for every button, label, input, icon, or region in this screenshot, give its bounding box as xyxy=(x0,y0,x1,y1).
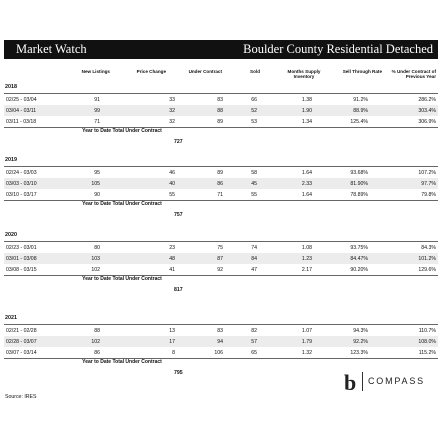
logo-glyph: b xyxy=(344,370,357,394)
sell-through-cell: 78.89% xyxy=(350,191,368,198)
price-change-cell: 46 xyxy=(169,169,175,176)
new-listings-cell: 102 xyxy=(91,338,100,345)
pct-prev-cell: 306.9% xyxy=(418,118,436,125)
price-change-cell: 40 xyxy=(169,180,175,187)
sold-cell: 55 xyxy=(251,191,257,198)
pct-prev-cell: 84.3% xyxy=(421,244,436,251)
section-year: 2019 xyxy=(5,157,17,163)
price-change-cell: 23 xyxy=(169,244,175,251)
months-supply-cell: 1.64 xyxy=(301,169,312,176)
sold-cell: 53 xyxy=(251,118,257,125)
table-row xyxy=(4,116,438,127)
section-year: 2020 xyxy=(5,232,17,238)
table-row xyxy=(4,167,438,178)
sold-cell: 57 xyxy=(251,338,257,345)
period-cell: 02/21 - 02/28 xyxy=(6,327,37,334)
pct-prev-cell: 101.2% xyxy=(418,255,436,262)
under-contract-cell: 94 xyxy=(217,338,223,345)
months-supply-cell: 1.38 xyxy=(301,96,312,103)
period-cell: 03/11 - 03/18 xyxy=(6,118,37,125)
pct-prev-cell: 107.2% xyxy=(418,169,436,176)
sell-through-cell: 81.90% xyxy=(350,180,368,187)
section-year: 2018 xyxy=(5,84,17,90)
pct-prev-cell: 110.7% xyxy=(418,327,436,334)
sold-cell: 82 xyxy=(251,327,257,334)
under-contract-cell: 87 xyxy=(217,255,223,262)
sold-cell: 66 xyxy=(251,96,257,103)
pct-prev-cell: 97.7% xyxy=(421,180,436,187)
new-listings-cell: 105 xyxy=(91,180,100,187)
section-divider xyxy=(4,275,438,276)
section-divider xyxy=(4,358,438,359)
col-pct-prev-year: % Under Contract of Previous Year xyxy=(391,69,436,80)
table-row xyxy=(4,242,438,253)
ytd-value: 795 xyxy=(174,370,183,376)
table-row xyxy=(4,347,438,358)
months-supply-cell: 1.32 xyxy=(301,349,312,356)
sold-cell: 47 xyxy=(251,266,257,273)
sell-through-cell: 93.75% xyxy=(350,244,368,251)
table-row xyxy=(4,264,438,275)
period-cell: 03/03 - 03/10 xyxy=(6,180,37,187)
title-bar xyxy=(4,40,438,59)
new-listings-cell: 103 xyxy=(91,255,100,262)
under-contract-cell: 86 xyxy=(217,180,223,187)
pct-prev-cell: 115.2% xyxy=(418,349,436,356)
brand-divider xyxy=(362,372,363,391)
period-cell: 02/23 - 03/01 xyxy=(6,244,37,251)
pct-prev-cell: 303.4% xyxy=(418,107,436,114)
table-row xyxy=(4,336,438,347)
pct-prev-cell: 79.8% xyxy=(421,191,436,198)
table-row xyxy=(4,105,438,116)
period-cell: 03/07 - 03/14 xyxy=(6,349,37,356)
period-cell: 02/28 - 03/07 xyxy=(6,338,37,345)
period-cell: 03/08 - 03/15 xyxy=(6,266,37,273)
new-listings-cell: 95 xyxy=(94,169,100,176)
compass-logo-icon xyxy=(342,370,360,394)
under-contract-cell: 83 xyxy=(217,96,223,103)
section-divider xyxy=(4,200,438,201)
under-contract-cell: 75 xyxy=(217,244,223,251)
price-change-cell: 48 xyxy=(169,255,175,262)
ytd-value: 817 xyxy=(174,287,183,293)
under-contract-cell: 88 xyxy=(217,107,223,114)
months-supply-cell: 1.07 xyxy=(301,327,312,334)
sold-cell: 74 xyxy=(251,244,257,251)
market-watch-title: Market Watch xyxy=(16,42,87,56)
period-cell: 03/04 - 03/11 xyxy=(6,107,37,114)
sold-cell: 52 xyxy=(251,107,257,114)
price-change-cell: 41 xyxy=(169,266,175,273)
new-listings-cell: 99 xyxy=(94,107,100,114)
sold-cell: 58 xyxy=(251,169,257,176)
sell-through-cell: 88.9% xyxy=(353,107,368,114)
table-row xyxy=(4,189,438,200)
sold-cell: 65 xyxy=(251,349,257,356)
months-supply-cell: 1.08 xyxy=(301,244,312,251)
period-cell: 02/24 - 03/03 xyxy=(6,169,37,176)
table-row xyxy=(4,325,438,336)
section-divider xyxy=(4,127,438,128)
new-listings-cell: 71 xyxy=(94,118,100,125)
under-contract-cell: 89 xyxy=(217,169,223,176)
sell-through-cell: 84.47% xyxy=(350,255,368,262)
under-contract-cell: 92 xyxy=(217,266,223,273)
sell-through-cell: 93.68% xyxy=(350,169,368,176)
pct-prev-cell: 129.6% xyxy=(418,266,436,273)
ytd-label: Year to Date Total Under Contract xyxy=(82,201,162,207)
sell-through-cell: 91.2% xyxy=(353,96,368,103)
col-sold: Sold xyxy=(250,69,260,74)
under-contract-cell: 106 xyxy=(214,349,223,356)
new-listings-cell: 86 xyxy=(94,349,100,356)
sell-through-cell: 92.2% xyxy=(353,338,368,345)
ytd-label: Year to Date Total Under Contract xyxy=(82,276,162,282)
under-contract-cell: 89 xyxy=(217,118,223,125)
sold-cell: 84 xyxy=(251,255,257,262)
table-row xyxy=(4,253,438,264)
table-row xyxy=(4,178,438,189)
under-contract-cell: 83 xyxy=(217,327,223,334)
sell-through-cell: 90.20% xyxy=(350,266,368,273)
new-listings-cell: 80 xyxy=(94,244,100,251)
section-year: 2021 xyxy=(5,315,17,321)
table-row xyxy=(4,94,438,105)
col-new-listings: New Listings xyxy=(81,69,110,74)
sell-through-cell: 125.4% xyxy=(350,118,368,125)
months-supply-cell: 1.79 xyxy=(301,338,312,345)
sell-through-cell: 94.3% xyxy=(353,327,368,334)
new-listings-cell: 91 xyxy=(94,96,100,103)
months-supply-cell: 1.64 xyxy=(301,191,312,198)
price-change-cell: 32 xyxy=(169,107,175,114)
months-supply-cell: 2.33 xyxy=(301,180,312,187)
col-months-supply: Months Supply Inventory xyxy=(287,69,321,80)
pct-prev-cell: 286.2% xyxy=(418,96,436,103)
months-supply-cell: 1.34 xyxy=(301,118,312,125)
period-cell: 03/01 - 03/08 xyxy=(6,255,37,262)
col-under-contract: Under Contract xyxy=(188,69,222,74)
price-change-cell: 32 xyxy=(169,118,175,125)
new-listings-cell: 88 xyxy=(94,327,100,334)
ytd-label: Year to Date Total Under Contract xyxy=(82,359,162,365)
col-price-change: Price Change xyxy=(136,69,166,74)
sold-cell: 45 xyxy=(251,180,257,187)
period-cell: 03/10 - 03/17 xyxy=(6,191,37,198)
new-listings-cell: 102 xyxy=(91,266,100,273)
price-change-cell: 8 xyxy=(172,349,175,356)
compass-wordmark: COMPASS xyxy=(368,376,425,386)
price-change-cell: 33 xyxy=(169,96,175,103)
source-note: Source: IRES xyxy=(5,394,37,400)
price-change-cell: 17 xyxy=(169,338,175,345)
price-change-cell: 55 xyxy=(169,191,175,198)
col-sell-through: Sell Through Rate xyxy=(342,69,382,74)
months-supply-cell: 1.90 xyxy=(301,107,312,114)
pct-prev-cell: 108.0% xyxy=(418,338,436,345)
under-contract-cell: 71 xyxy=(217,191,223,198)
ytd-label: Year to Date Total Under Contract xyxy=(82,128,162,134)
new-listings-cell: 90 xyxy=(94,191,100,198)
months-supply-cell: 1.23 xyxy=(301,255,312,262)
report-subtitle: Boulder County Residential Detached xyxy=(243,42,433,56)
period-cell: 02/25 - 03/04 xyxy=(6,96,37,103)
months-supply-cell: 2.17 xyxy=(301,266,312,273)
price-change-cell: 13 xyxy=(169,327,175,334)
ytd-value: 727 xyxy=(174,139,183,145)
ytd-value: 757 xyxy=(174,212,183,218)
sell-through-cell: 123.3% xyxy=(350,349,368,356)
